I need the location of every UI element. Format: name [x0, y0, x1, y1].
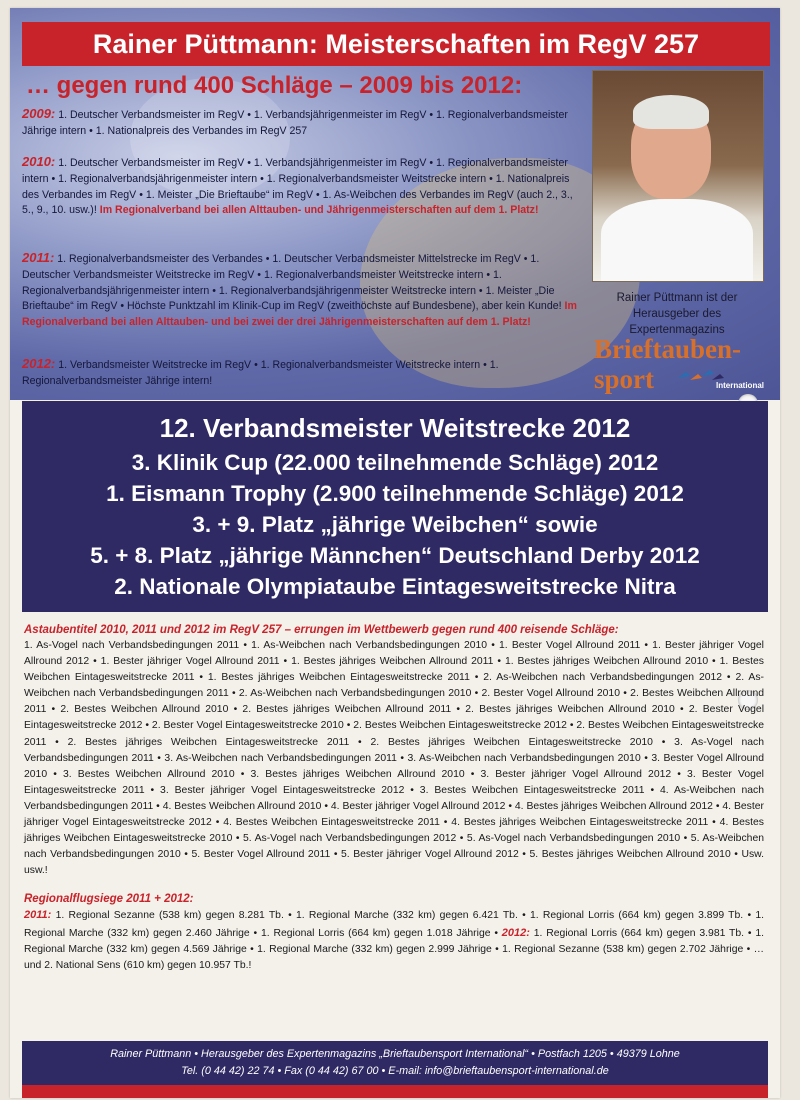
logo-line1: Brieftauben-	[594, 334, 741, 364]
regional-heading: Regionalflugsiege 2011 + 2012:	[24, 893, 194, 906]
banner-line: 5. + 8. Platz „jährige Männchen“ Deutschland Derby 2012	[90, 543, 700, 568]
footer	[22, 1041, 768, 1085]
regional-label-2011: 2011:	[24, 909, 52, 922]
year-text: 1. Verbandsmeister Weitstrecke im RegV • 1. Regionalverbandsmeister Weitstrecke intern • 1. Regionalverbandsmeister Jährige intern!	[22, 359, 499, 387]
titles-section	[24, 622, 764, 974]
footer-line1: Rainer Püttmann • Herausgeber des Expertenmagazins „Brieftaubensport International“ • Postfach 1205 • 49379 Lohne	[110, 1048, 680, 1060]
regional-text-2011: 1. Regional Sezanne (538 km) gegen 8.281 Tb. • 1. Regional Marche (332 km) gegen 6.421 Tb. • 1. Regional Lorris (664 km) gegen 3.899 Tb. • 1. Regional Marche (332 km) gegen 2.460 Jährige • 1. Regional Lorris (664 km) gegen 1.018 Jährige •	[24, 910, 764, 939]
year-label: 2009:	[22, 106, 56, 121]
brieftaubensport-logo	[594, 334, 770, 398]
astauben-text: 1. As-Vogel nach Verbandsbedingungen 2011 • 1. As-Weibchen nach Verbandsbedingungen 2010 • 1. Bester Vogel Allround 2011 • 1. Bester jähriger Vogel Allround 2012 • 1. Bester jähriger Vogel Allround 2011 • 1. Bestes jähriges Weibchen Allround 2011 • 1. Bestes jähriges Weibchen Allround 2010 • 1. Bestes Weibchen Eintagesweitstrecke 2011 • 1. Bestes jähriges Weibchen Eintagesweitstrecke 2011 • 2. As-Weibchen nach Verbandsbedingungen 2012 • 2. As-Weibchen nach Verbandsbedingungen 2011 • 2. As-Weibchen nach Verbandsbedingungen 2010 • 2. Bester Vogel Allround 2010 • 2. Bestes Weibchen Allround 2011 • 2. Bestes Weibchen Allround 2010 • 2. Bestes jähriges Weibchen Allround 2011 • 2. Bestes jähriges Weibchen Allround 2010 • 2. Bester Vogel Eintagesweitstrecke 2012 • 2. Bester Vogel Eintagesweitstrecke 2010 • 2. Bestes Weibchen Eintagesweitstrecke 2012 • 2. Bestes Weibchen Eintagesweitstrecke 2011 • 2. Bestes jähriges Weibchen Eintagesweitstrecke 2011 • 2. Bestes jähriges Weibchen Eintagesweitstrecke 2010 • 3. As-Vogel nach Verbandsbedingungen 2011 • 3. As-Weibchen nach Verbandsbedingungen 2011 • 3. As-Weibchen nach Verbandsbedingungen 2010 • 3. Bester Vogel Allround 2010 • 3. Bestes Weibchen Allround 2010 • 3. Bestes jähriges Weibchen Allround 2010 • 3. Bester jähriger Vogel Allround 2012 • 3. Bester Vogel Eintagesweitstrecke 2011 • 3. Bester jähriger Vogel Eintagesweitstrecke 2012 • 3. Bestes Weibchen Eintagesweitstrecke 2011 • 4. As-Weibchen nach Verbandsbedingungen 2011 • 4. Bestes Weibchen Allround 2010 • 4. Bester jähriger Vogel Allround 2012 • 4. Bestes jähriges Weibchen Allround 2012 • 4. Bester jähriger Vogel Eintagesweitstrecke 2012 • 4. Bestes Weibchen Eintagesweitstrecke 2011 • 4. Bestes jähriges Weibchen Eintagesweitstrecke 2011 • 4. Bestes jähriges Weibchen Eintagesweitstrecke 2010 • 5. As-Vogel nach Verbandsbedingungen 2012 • 5. As-Vogel nach Verbandsbedingungen 2010 • 5. As-Weibchen nach Verbandsbedingungen 2010 • 5. Bester Vogel Allround 2011 • 5. Bester jähriger Vogel Allround 2012 • 5. Bestes jähriges Weibchen Allround 2010 • Usw. usw.!	[24, 640, 764, 877]
year-2012	[22, 356, 587, 390]
year-2009	[22, 106, 587, 140]
year-label: 2012:	[22, 356, 56, 371]
banner-line: 3. + 9. Platz „jährige Weibchen“ sowie	[192, 512, 598, 537]
portrait-photo	[592, 70, 764, 282]
banner-line: 12. Verbandsmeister Weitstrecke 2012	[159, 413, 631, 443]
footer-line2: Tel. (0 44 42) 22 74 • Fax (0 44 42) 67 00 • E-mail: info@brieftaubensport-international.de	[181, 1065, 609, 1077]
photo-shirt	[601, 199, 753, 281]
year-highlight: Im Regionalverband bei allen Alttauben- und bei zwei der drei Jährigenmeisterschaften auf dem 1. Platz!	[22, 300, 577, 329]
banner-line: 2. Nationale Olympiataube Eintagesweitstrecke Nitra	[114, 574, 676, 599]
banner-line: 3. Klinik Cup (22.000 teilnehmende Schläge) 2012	[131, 450, 659, 475]
achievements-banner	[22, 401, 768, 612]
year-2011	[22, 250, 587, 331]
logo-international: International	[716, 381, 765, 390]
year-text: 1. Regionalverbandsmeister des Verbandes • 1. Deutscher Verbandsmeister Mittelstrecke im RegV • 1. Deutscher Verbandsmeister Weitstrecke im RegV • 1. Regionalverbandsmeister Weitstrecke intern • 1. Regionalverbandsjährigenmeister intern • 1. Regionalverbandsjährigenmeister Weitstrecke intern • 1. Meister „Die Brieftaube“ im RegV • Höchste Punktzahl im Klinik-Cup im RegV (zweithöchste auf Bundesbene), aber kein Kunde!	[22, 253, 562, 313]
logo-line2: sport	[594, 364, 654, 394]
year-2010	[22, 154, 587, 219]
regional-text-2012: 1. Regional Lorris (664 km) gegen 3.981 Tb. • 1. Regional Marche (332 km) gegen 4.569 Jährige • 1. Regional Marche (332 km) gegen 2.999 Jährige • 1. Regional Sezanne (538 km) gegen 2.702 Jährige • …und 2. National Sens (610 km) gegen 10.957 Tb.!	[24, 927, 764, 971]
page-subtitle: … gegen rund 400 Schläge – 2009 bis 2012:	[26, 72, 523, 99]
regional-text	[24, 907, 764, 973]
year-text: 1. Deutscher Verbandsmeister im RegV • 1. Verbandsjährigenmeister im RegV • 1. Regionalverbandsmeister Jährige intern • 1. Nationalpreis des Verbandes im RegV 257	[22, 109, 568, 137]
regional-label-2012: 2012:	[501, 926, 530, 939]
flyer-page	[10, 8, 780, 1098]
photo-caption: Rainer Püttmann ist der Herausgeber des Expertenmagazins	[616, 292, 738, 336]
astauben-heading: Astaubentitel 2010, 2011 und 2012 im RegV 257 – errungen im Wettbewerb gegen rund 400 reisende Schläge:	[24, 624, 619, 636]
bottom-strip	[22, 1085, 768, 1098]
year-label: 2011:	[22, 250, 55, 265]
banner-line: 1. Eismann Trophy (2.900 teilnehmende Schläge) 2012	[106, 481, 684, 506]
year-label: 2010:	[22, 154, 56, 169]
page-title: Rainer Püttmann: Meisterschaften im RegV 257	[22, 22, 770, 66]
photo-hair	[633, 95, 709, 129]
year-highlight: Im Regionalverband bei allen Alttauben- und Jährigenmeisterschaften auf dem 1. Platz!	[99, 204, 539, 217]
year-text: 1. Deutscher Verbandsmeister im RegV • 1. Verbandsjährigenmeister im RegV • 1. Regionalverbandsmeister intern • 1. Regionalverbandsjährigenmeister intern • 1. Regionalverbandsmeister Weitstrecke intern • 1. Nationalpreis des Verbandes im RegV • 1. Meister „Die Brieftaube“ im RegV • 1. As-Weibchen des Verbandes im RegV (auch 2., 3., 5., 9., 10. usw.)!	[22, 157, 573, 217]
